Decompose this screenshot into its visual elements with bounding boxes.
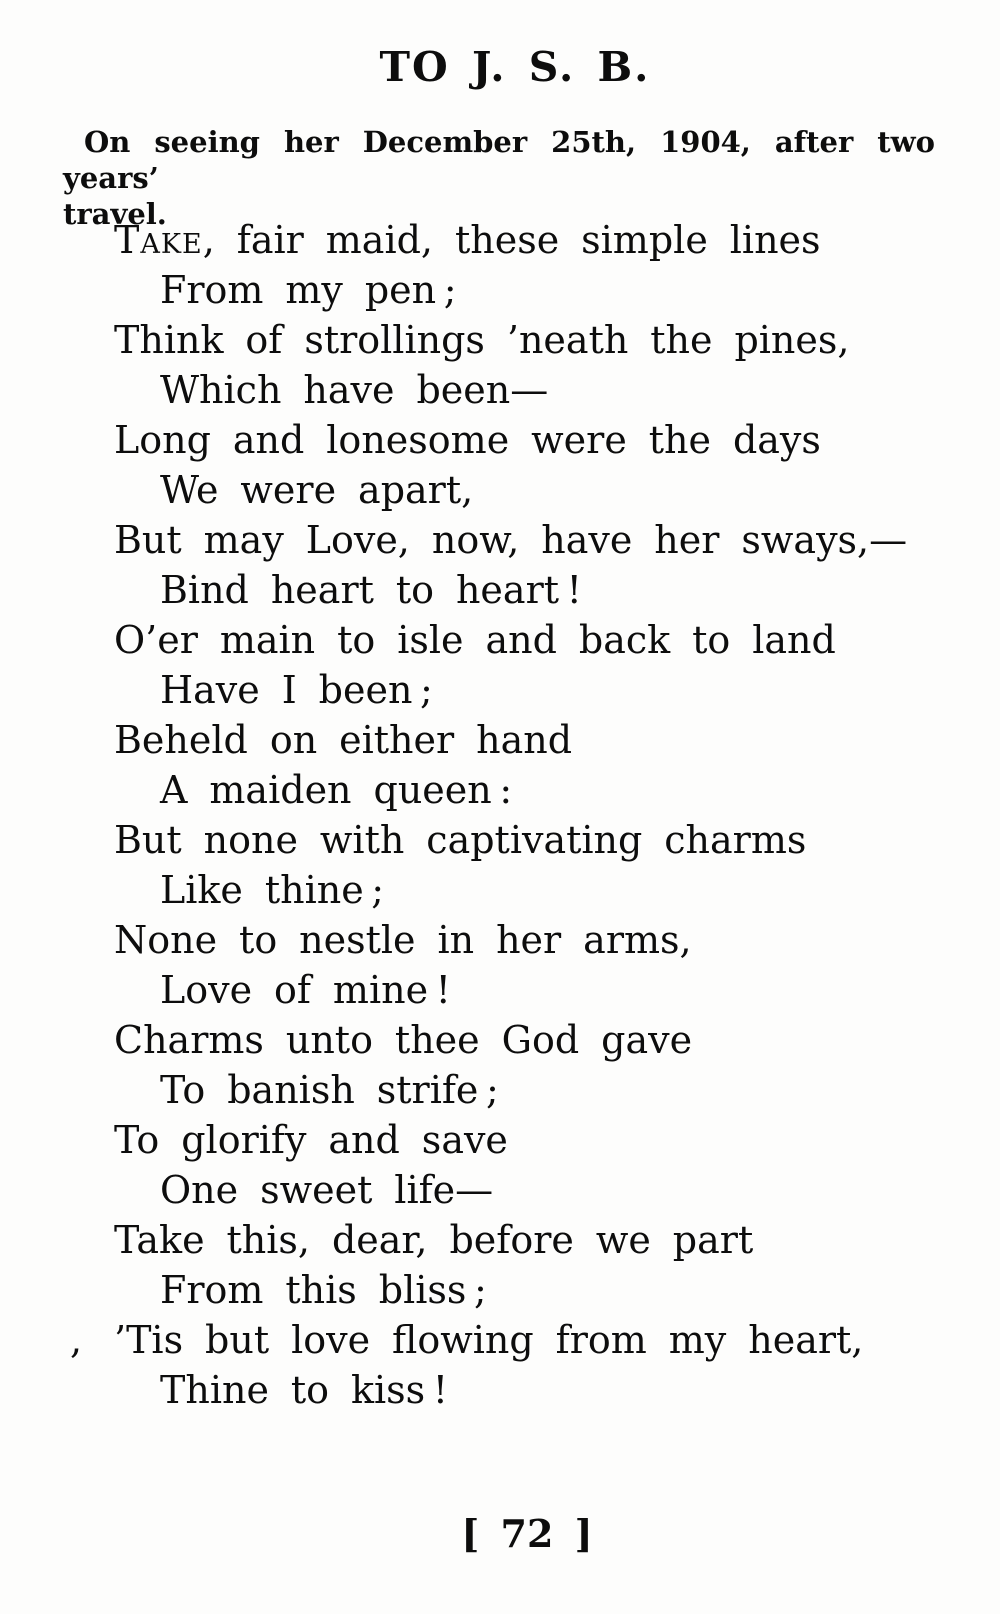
poem-line <box>114 215 907 265</box>
poem-line: To glorify and save <box>114 1118 508 1162</box>
poem-line: None to nestle in her arms, <box>114 918 692 962</box>
poem-line: One sweet life— <box>160 1168 494 1212</box>
page-number: [ 72 ] <box>461 1511 593 1556</box>
poem-title: TO J. S. B. <box>379 43 651 91</box>
poem-line: Love of mine ! <box>160 968 451 1012</box>
poem-line: We were apart, <box>160 468 474 512</box>
poem-line: Like thine ; <box>160 868 385 912</box>
poem-line: From this bliss ; <box>160 1268 487 1312</box>
poem-line: Which have been— <box>160 368 549 412</box>
poem-line: Beheld on either hand <box>114 718 573 762</box>
poem-line-text: , fair maid, these simple lines <box>202 218 821 262</box>
poem-line: Thine to kiss ! <box>160 1368 449 1412</box>
poem-line: Long and lonesome were the days <box>114 418 821 462</box>
poem-line: Charms unto thee God gave <box>114 1018 693 1062</box>
poem-line: Think of strollings ’neath the pines, <box>114 318 850 362</box>
poem-line: To banish strife ; <box>160 1068 499 1112</box>
dedication-line-2: travel. <box>63 197 167 231</box>
poem-line: Take this, dear, before we part <box>114 1218 754 1262</box>
poem-line: From my pen ; <box>160 268 457 312</box>
poem-body <box>114 215 907 1415</box>
poem-line: But none with captivating charms <box>114 818 807 862</box>
poem-line: Have I been ; <box>160 668 433 712</box>
poem-line-smallcaps-word: Take <box>114 218 203 262</box>
poem-line: O’er main to isle and back to land <box>114 618 836 662</box>
print-artifact-comma: , <box>70 1318 83 1362</box>
poem-line: A maiden queen : <box>160 768 513 812</box>
poem-line: But may Love, now, have her sways,— <box>114 518 908 562</box>
dedication-line-1: On seeing her December 25th, 1904, after two years’ <box>63 125 935 195</box>
poem-line: ’Tis but love flowing from my heart, <box>114 1318 864 1362</box>
poem-line: Bind heart to heart ! <box>160 568 582 612</box>
